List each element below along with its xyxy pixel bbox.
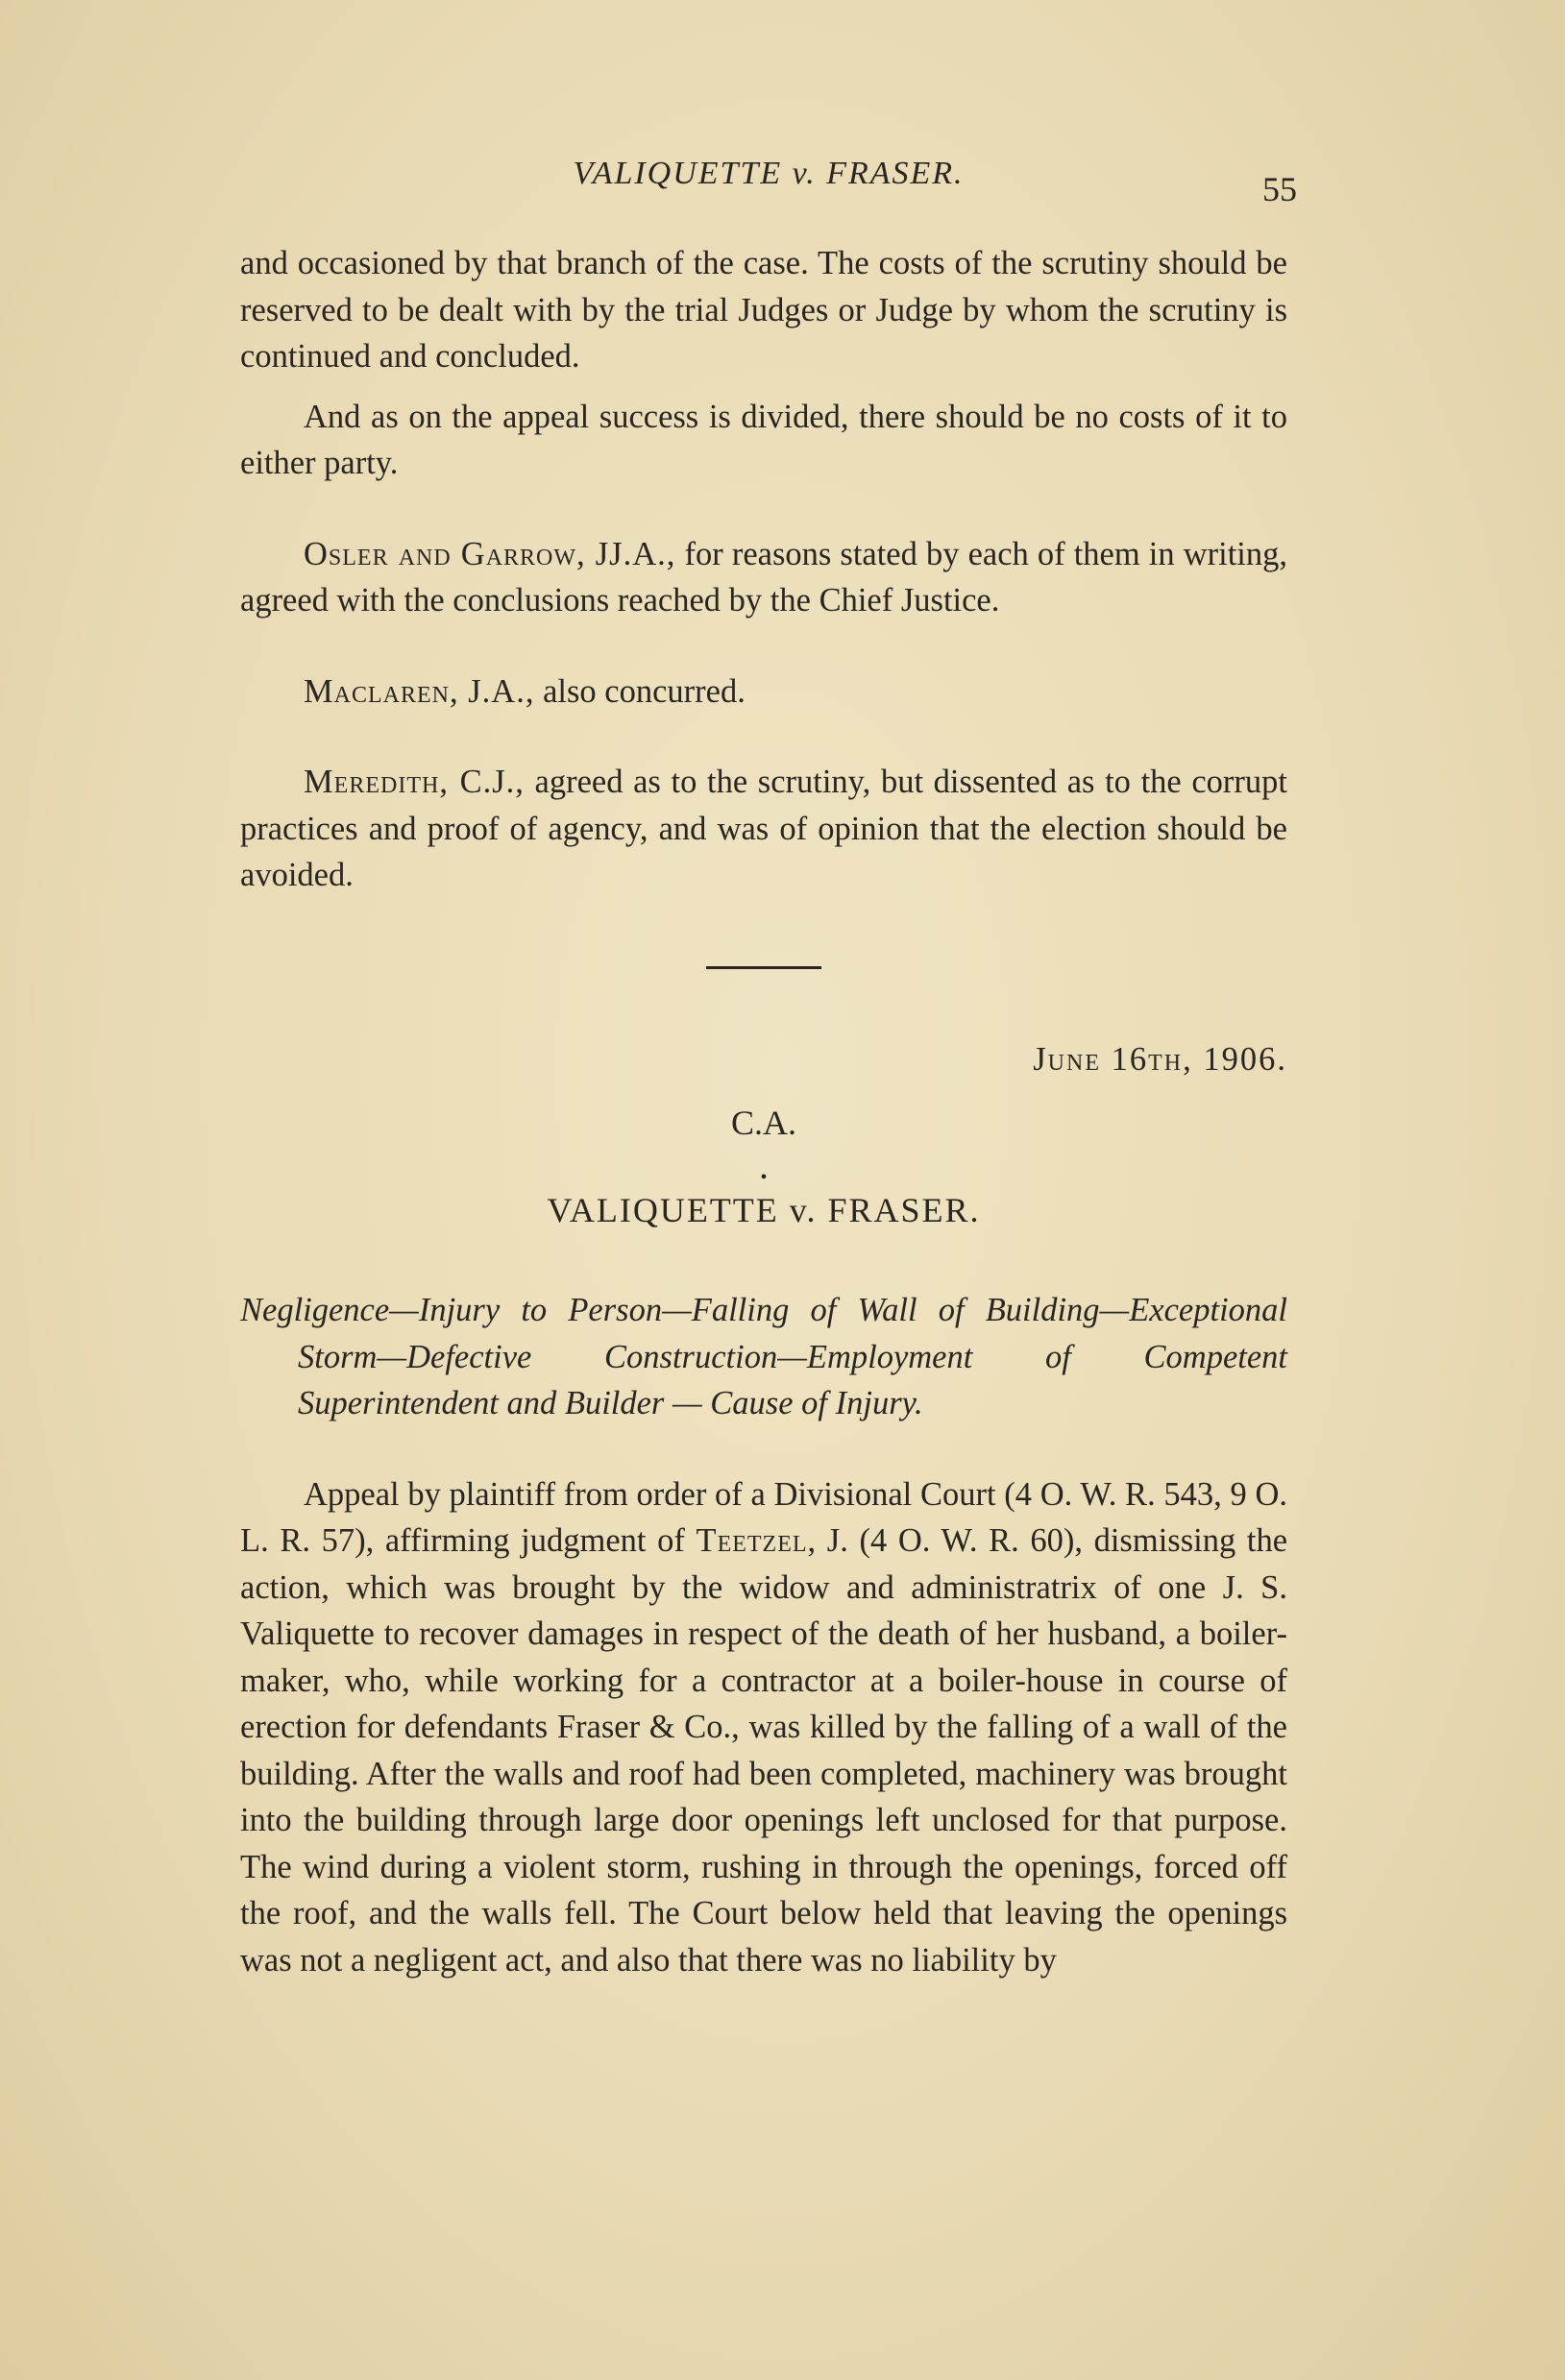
paragraph-costs-scrutiny: and occasioned by that branch of the case. The costs of the scrutiny should be reserved to be dealt with by the trial Judges or Judge by whom the scrutiny is continued and concluded. — [240, 245, 1287, 375]
running-head — [240, 156, 1297, 213]
paragraph-text: Appeal by plaintiff from order of a Divisional Court (4 O. W. R. 543, 9 O. L. R. 57), affirming judgment of — [240, 1475, 1287, 1559]
running-title: VALIQUETTE v. FRASER. — [573, 156, 965, 191]
paragraph-text: agreed as to the scrutiny, but dissented as to the corrupt practices and proof of agency, and was of opinion that the election should be avoided. — [240, 764, 1287, 893]
case-title: VALIQUETTE v. FRASER. — [547, 1190, 981, 1229]
paragraph-text: for reasons stated by each of them in writing, agreed with the conclusions reached by the Chief Justice. — [240, 535, 1287, 619]
paragraph-osler-garrow — [240, 531, 1287, 624]
bullet-mark: • — [760, 1166, 768, 1188]
page-number: 55 — [1262, 170, 1297, 208]
paragraph-meredith — [240, 759, 1287, 899]
paragraph-maclaren — [240, 668, 1287, 716]
decision-date: June 16th, 1906. — [1033, 1040, 1287, 1078]
judge-name: Meredith, C.J., — [304, 764, 525, 800]
section-divider — [706, 966, 821, 969]
judge-name: Maclaren, J.A., — [304, 672, 535, 710]
paragraph-text: also concurred. — [534, 672, 746, 710]
headnote: Negligence—Injury to Person—Falling of Wall of Building—Exceptional Storm—Defective Construction—Employment of Competent Superintendent and Builder — Cause of Injury. — [240, 1292, 1287, 1421]
court-label: C.A. — [730, 1104, 796, 1142]
page-body — [240, 240, 1287, 1997]
paragraph-appeal-summary — [240, 1471, 1287, 1984]
judges-name: Osler and Garrow, JJ.A., — [304, 535, 676, 572]
paragraph-text: , J. (4 O. W. R. 60), dismissing the action, which was brought by the widow and administratrix of one J. S. Valiquette to recover damages in respect of the death of her husband, a boiler-maker, who, while working for a contractor at a boiler-house in course of erection for defendants Fraser & Co., was killed by the falling of a wall of the building. After the walls and roof had been completed, machinery was brought into the building through large door openings left unclosed for that purpose. The wind during a violent storm, rushing in through the openings, forced off the roof, and the walls fell. The Court below held that leaving the openings was not a negligent act, and also that there was no liability by — [240, 1522, 1288, 1979]
judge-name: Teetzel — [696, 1522, 808, 1559]
paragraph-costs-appeal: And as on the appeal success is divided, there should be no costs of it to either party. — [240, 398, 1287, 481]
